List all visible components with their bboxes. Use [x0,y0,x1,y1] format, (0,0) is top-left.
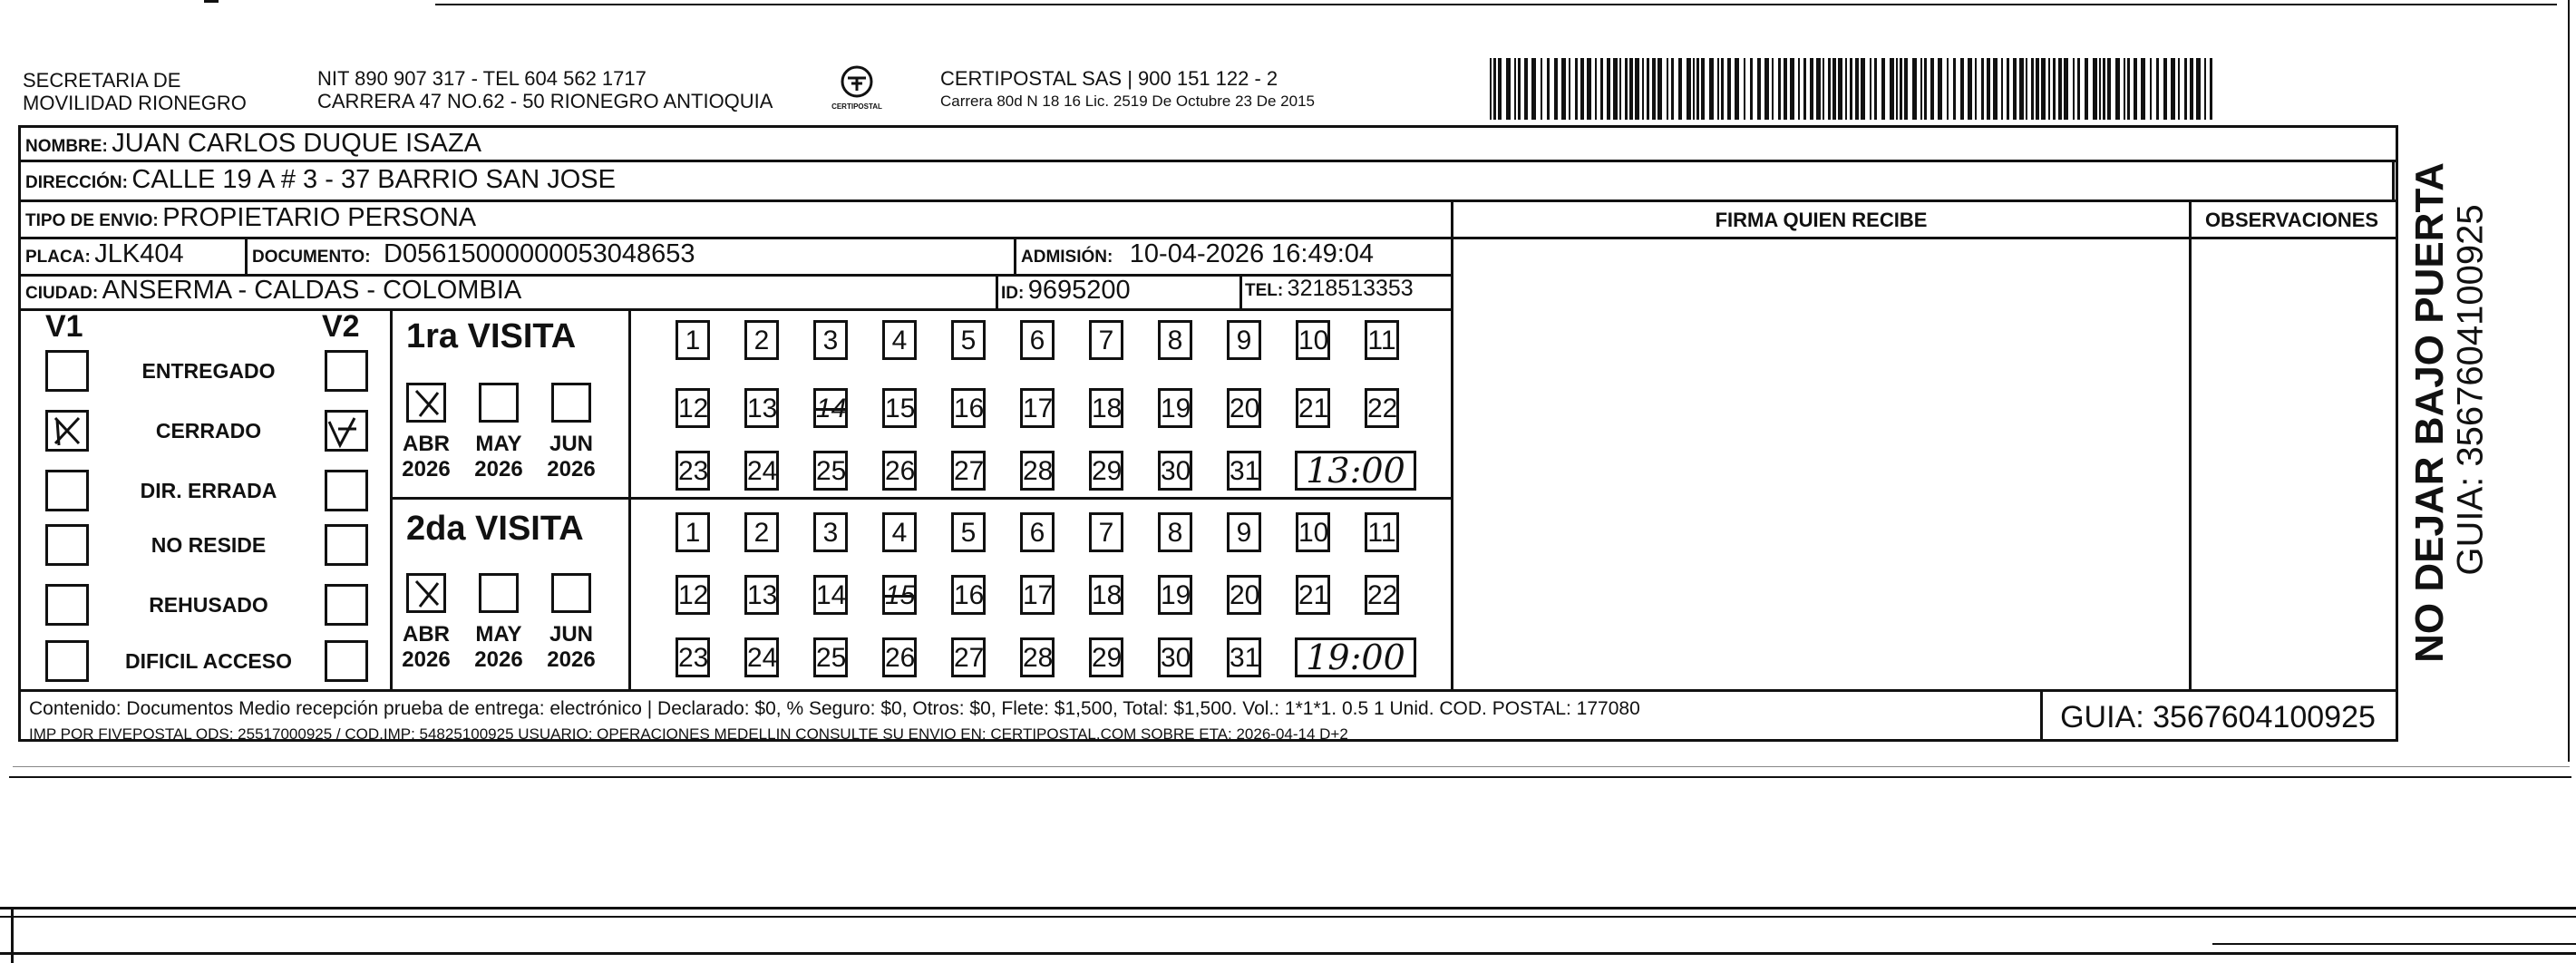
barcode-bar [1778,58,1781,120]
checkmark-icon [327,413,365,449]
admision-cell [1021,239,1374,269]
barcode-bar [1896,58,1898,120]
footer-guia: GUIA: 3567604100925 [2060,700,2376,734]
barcode-bar [1960,58,1964,120]
barcode-bar [2019,58,2024,120]
barcode-bar [2031,58,2034,120]
barcode-bar [1575,58,1578,120]
carrier-line2: Carrera 80d N 18 16 Lic. 2519 De Octubre 23 De 2015 [940,92,1315,110]
day-box[interactable]: 8 [1158,512,1192,552]
ciudad-label: CIUDAD: [25,284,99,303]
lower-sheet-edge [0,916,2576,918]
barcode-bar [2099,58,2101,120]
v2-checkbox[interactable] [325,640,368,682]
month-checkbox[interactable] [406,573,446,613]
v2-checkbox[interactable] [325,584,368,626]
barcode-bar [2204,58,2206,120]
tipo-value: PROPIETARIO PERSONA [162,203,477,232]
barcode-bar [1938,58,1942,120]
barcode-bar [1953,58,1956,120]
barcode-bar [1832,58,1836,120]
month-checkbox[interactable] [551,573,591,613]
day-box[interactable]: 24 [744,637,779,677]
day-box[interactable]: 18 [1089,575,1123,615]
checkmark-icon [409,576,445,612]
barcode-bar [2036,58,2039,120]
month-checkbox[interactable] [406,383,446,423]
right-edge-line [2568,0,2570,762]
day-box[interactable]: 26 [882,451,917,491]
row-divider [18,199,2398,202]
visit1-time: 13:00 [1306,451,1405,491]
barcode-bar [1874,58,1877,120]
day-box[interactable]: 30 [1158,637,1192,677]
day-box[interactable]: 17 [1020,575,1055,615]
barcode-bar [2053,58,2056,120]
carrier-line1: CERTIPOSTAL SAS | 900 151 122 - 2 [940,67,1278,90]
barcode-bar [1838,58,1842,120]
placa-cell [25,239,184,269]
barcode-bar [1514,58,1516,120]
month-label: MAY 2026 [474,432,523,482]
lower-sheet-edge [2212,943,2576,945]
barcode-bar [1629,58,1633,120]
day-box[interactable]: 17 [1020,388,1055,428]
barcode-bar [1803,58,1806,120]
nit-line: NIT 890 907 317 - TEL 604 562 1717 [317,67,646,90]
barcode-bar [2048,58,2050,120]
barcode-bar [1798,58,1800,120]
day-box[interactable]: 9 [1227,320,1261,360]
documento-label: DOCUMENTO: [252,248,371,267]
day-box[interactable]: 14 [813,388,848,428]
day-box[interactable]: 23 [676,451,710,491]
barcode-bar [1701,58,1705,120]
logo-icon [839,65,875,98]
barcode-bar [2150,58,2152,120]
col-divider [1451,199,1453,689]
day-box[interactable]: 29 [1089,451,1123,491]
month-label: ABR 2026 [402,432,451,482]
barcode-bar [2141,58,2145,120]
row-divider [18,308,1453,311]
day-box[interactable]: 2 [744,320,779,360]
barcode-bar [1490,58,1492,120]
direccion-label: DIRECCIÓN: [25,173,128,192]
v2-header: V2 [322,309,360,344]
cell-divider [245,237,248,274]
cell-divider [996,274,998,308]
status-label: NO RESIDE [151,533,267,557]
top-scan-line [435,4,2557,5]
day-box[interactable]: 11 [1365,320,1399,360]
v1-checkbox[interactable] [45,470,89,511]
barcode-bar [2124,58,2125,120]
day-box[interactable]: 19 [1158,388,1192,428]
day-box[interactable]: 21 [1296,575,1330,615]
day-box[interactable]: 7 [1089,320,1123,360]
barcode-bar [2115,58,2120,120]
top-scan-mark [204,0,219,3]
id-cell [1001,276,1131,306]
row-divider [1453,237,2398,239]
visit2-time: 19:00 [1306,637,1405,677]
barcode-bar [1647,58,1649,120]
barcode-bar [2007,58,2009,120]
v2-checkbox[interactable] [325,410,368,452]
month-checkbox[interactable] [479,573,519,613]
admision-value: 10-04-2026 16:49:04 [1129,239,1375,268]
placa-value: JLK404 [94,239,184,268]
barcode-bar [1561,58,1566,120]
day-box[interactable]: 13 [744,388,779,428]
carrier-block [940,67,1315,112]
month-checkbox[interactable] [551,383,591,423]
day-box[interactable]: 14 [813,575,848,615]
barcode-bar [2184,58,2187,120]
side-guia: GUIA: 3567604100925 [2450,204,2491,576]
barcode-bar [2073,58,2075,120]
barcode-bar [1975,58,1977,120]
barcode-bar [1652,58,1656,120]
v2-checkbox[interactable] [325,350,368,392]
barcode-bar [1744,58,1745,120]
barcode-bar [1727,58,1731,120]
barcode-bar [1678,58,1682,120]
day-box[interactable]: 29 [1089,637,1123,677]
barcode-bar [2134,58,2137,120]
barcode-bar [2107,58,2111,120]
side-warning: NO DEJAR BAJO PUERTA [2407,162,2452,663]
barcode-bar [1904,58,1908,120]
barcode-bar [1667,58,1668,120]
documento-cell [252,239,695,269]
barcode-bar [1709,58,1714,120]
day-box[interactable]: 25 [813,637,848,677]
id-value: 9695200 [1027,276,1131,305]
nombre-value: JUAN CARLOS DUQUE ISAZA [112,129,481,158]
barcode-bar [2210,58,2212,120]
barcode-bar [1930,58,1934,120]
barcode-bar [1506,58,1511,120]
lower-sheet-edge [11,907,14,963]
barcode-bar [2026,58,2027,120]
barcode-bar [1671,58,1674,120]
status-label: DIR. ERRADA [140,479,277,502]
barcode-bar [2171,58,2175,120]
ciudad-value: ANSERMA - CALDAS - COLOMBIA [102,276,522,305]
checkmark-icon [409,385,445,422]
v1-header: V1 [45,309,83,344]
barcode-bar [2085,58,2088,120]
day-box[interactable]: 12 [676,575,710,615]
day-box[interactable]: 4 [882,320,917,360]
barcode-bar [1642,58,1644,120]
barcode-bar [1855,58,1859,120]
address-line: CARRERA 47 NO.62 - 50 RIONEGRO ANTIOQUIA [317,90,773,112]
day-box[interactable]: 20 [1227,388,1261,428]
barcode-bar [1870,58,1871,120]
day-box[interactable]: 31 [1227,451,1261,491]
day-box[interactable]: 16 [951,388,986,428]
day-box[interactable]: 15 [882,388,917,428]
day-box[interactable]: 22 [1365,575,1399,615]
barcode-bar [1981,58,1984,120]
barcode [1490,58,2215,120]
day-box[interactable]: 3 [813,512,848,552]
v1-checkbox[interactable] [45,524,89,566]
sender-line1: SECRETARIA DE [23,69,181,92]
day-box[interactable]: 28 [1020,451,1055,491]
barcode-bar [1764,58,1769,120]
barcode-bar [2163,58,2167,120]
nombre-row [25,129,481,159]
barcode-bar [1890,58,1894,120]
barcode-bar [2156,58,2159,120]
barcode-bar [2093,58,2097,120]
logo-text: CERTIPOSTAL [831,102,882,111]
tel-value: 3218513353 [1287,276,1414,301]
barcode-bar [1541,58,1542,120]
barcode-bar [2178,58,2180,120]
lower-sheet-edge [0,952,2576,955]
day-box[interactable]: 7 [1089,512,1123,552]
day-box[interactable]: 26 [882,637,917,677]
barcode-bar [1493,58,1496,120]
day-box[interactable]: 5 [951,320,986,360]
barcode-bar [1790,58,1794,120]
day-box[interactable]: 11 [1365,512,1399,552]
month-checkbox[interactable] [479,383,519,423]
barcode-bar [2190,58,2193,120]
footer-imp: IMP POR FIVEPOSTAL ODS: 25517000925 / COD.IMP: 54825100925 USUARIO: OPERACIONES MEDELLIN CONSULTE SU ENVIO EN: CERTIPOSTAL.COM SOBRE ETA: 2026-04-14 D+2 [29,725,1348,743]
footer-guia-divider [2040,692,2043,742]
barcode-bar [1912,58,1917,120]
barcode-bar [1635,58,1639,120]
barcode-bar [1554,58,1558,120]
sender-contact [317,67,773,112]
day-box[interactable]: 6 [1020,512,1055,552]
day-box[interactable]: 28 [1020,637,1055,677]
barcode-bar [2103,58,2105,120]
barcode-bar [1757,58,1761,120]
checkmark-icon [48,413,86,449]
firma-header: FIRMA QUIEN RECIBE [1715,209,1928,231]
barcode-bar [1721,58,1724,120]
barcode-bar [1987,58,1990,120]
barcode-bar [1850,58,1852,120]
v1-checkbox[interactable] [45,350,89,392]
barcode-bar [1657,58,1662,120]
day-box[interactable]: 27 [951,451,986,491]
status-label: DIFICIL ACCESO [124,649,292,673]
barcode-bar [2041,58,2046,120]
month-label: JUN 2026 [547,622,596,672]
barcode-bar [1625,58,1628,120]
tipo-row [25,203,476,233]
placa-label: PLACA: [25,248,91,267]
barcode-bar [1924,58,1927,120]
barcode-bar [1900,58,1902,120]
barcode-bar [1810,58,1813,120]
month-label: JUN 2026 [547,432,596,482]
barcode-bar [1687,58,1691,120]
barcode-bar [1498,58,1502,120]
barcode-bar [1531,58,1536,120]
barcode-bar [1547,58,1550,120]
barcode-bar [1693,58,1695,120]
status-label: ENTREGADO [141,359,276,383]
cell-divider [1014,237,1016,274]
day-box[interactable]: 21 [1296,388,1330,428]
day-box[interactable]: 19 [1158,575,1192,615]
barcode-bar [1569,58,1570,120]
barcode-bar [1881,58,1885,120]
barcode-bar [2058,58,2062,120]
day-box[interactable]: 15 [882,575,917,615]
barcode-bar [1607,58,1610,120]
ciudad-cell [25,276,521,306]
day-box[interactable]: 9 [1227,512,1261,552]
barcode-bar [2013,58,2017,120]
day-box[interactable]: 10 [1296,512,1330,552]
barcode-bar [1993,58,1998,120]
col-divider [2392,161,2395,199]
barcode-bar [2127,58,2130,120]
sender-block [23,69,247,114]
visit-row-divider [390,497,1451,500]
tipo-label: TIPO DE ENVIO: [25,211,159,230]
day-box[interactable]: 25 [813,451,848,491]
day-box[interactable]: 2 [744,512,779,552]
tel-cell [1245,276,1414,302]
day-box[interactable]: 24 [744,451,779,491]
month-label: ABR 2026 [402,622,451,672]
day-box[interactable]: 20 [1227,575,1261,615]
barcode-bar [1750,58,1753,120]
barcode-bar [2064,58,2068,120]
barcode-bar [1735,58,1739,120]
barcode-bar [1947,58,1949,120]
day-box[interactable]: 3 [813,320,848,360]
barcode-bar [1580,58,1584,120]
sender-line2: MOVILIDAD RIONEGRO [23,92,247,114]
day-box[interactable]: 6 [1020,320,1055,360]
direccion-value: CALLE 19 A # 3 - 37 BARRIO SAN JOSE [131,165,616,194]
barcode-bar [2077,58,2080,120]
bottom-edge-line [13,766,2570,767]
day-box[interactable]: 13 [744,575,779,615]
observaciones-header: OBSERVACIONES [2204,209,2379,231]
barcode-bar [1717,58,1719,120]
day-box[interactable]: 5 [951,512,986,552]
barcode-bar [1861,58,1865,120]
barcode-bar [1696,58,1699,120]
barcode-bar [1823,58,1824,120]
barcode-bar [1595,58,1597,120]
status-label: REHUSADO [149,593,268,617]
day-box[interactable]: 27 [951,637,986,677]
lower-sheet-edge [0,907,2576,910]
cell-divider [1239,274,1242,308]
status-label: CERRADO [155,419,262,443]
month-label: MAY 2026 [474,622,523,672]
barcode-bar [1600,58,1603,120]
barcode-bar [1816,58,1821,120]
barcode-bar [1619,58,1621,120]
barcode-bar [2001,58,2003,120]
day-box[interactable]: 31 [1227,637,1261,677]
barcode-bar [1524,58,1528,120]
barcode-bar [1784,58,1787,120]
day-box[interactable]: 18 [1089,388,1123,428]
visit2-title: 2da VISITA [406,510,584,548]
day-box[interactable]: 10 [1296,320,1330,360]
day-box[interactable]: 22 [1365,388,1399,428]
day-box[interactable]: 1 [676,320,710,360]
barcode-bar [1772,58,1774,120]
bottom-edge-line [9,776,2571,778]
nombre-label: NOMBRE: [25,137,108,156]
visit1-title: 1ra VISITA [406,317,577,355]
barcode-bar [1518,58,1521,120]
barcode-bar [1845,58,1847,120]
day-box[interactable]: 16 [951,575,986,615]
barcode-bar [1920,58,1922,120]
footer-contenido: Contenido: Documentos Medio recepción prueba de entrega: electrónico | Declarado: $0, % Seguro: $0, Otros: $0, Flete: $1,500, Total: $1,500. Vol.: 1*1*1. 0.5 1 Unid. COD. POSTAL: 177080 [29,698,1640,719]
v1-checkbox[interactable] [45,640,89,682]
documento-value: D05615000000053048653 [384,239,695,268]
v1-checkbox[interactable] [45,410,89,452]
day-box[interactable]: 30 [1158,451,1192,491]
tel-label: TEL: [1245,281,1284,300]
direccion-row [25,165,616,195]
barcode-bar [1587,58,1591,120]
day-box[interactable]: 1 [676,512,710,552]
col-divider [2189,199,2192,689]
id-label: ID: [1001,284,1025,303]
day-box[interactable]: 8 [1158,320,1192,360]
day-box[interactable]: 12 [676,388,710,428]
admision-label: ADMISIÓN: [1021,248,1113,267]
v2-checkbox[interactable] [325,470,368,511]
barcode-bar [2196,58,2201,120]
day-box[interactable]: 23 [676,637,710,677]
barcode-bar [1828,58,1831,120]
v1-checkbox[interactable] [45,584,89,626]
row-divider [18,160,2398,162]
barcode-bar [1968,58,1972,120]
barcode-bar [1613,58,1618,120]
v2-checkbox[interactable] [325,524,368,566]
certipostal-logo [821,65,893,112]
day-box[interactable]: 4 [882,512,917,552]
